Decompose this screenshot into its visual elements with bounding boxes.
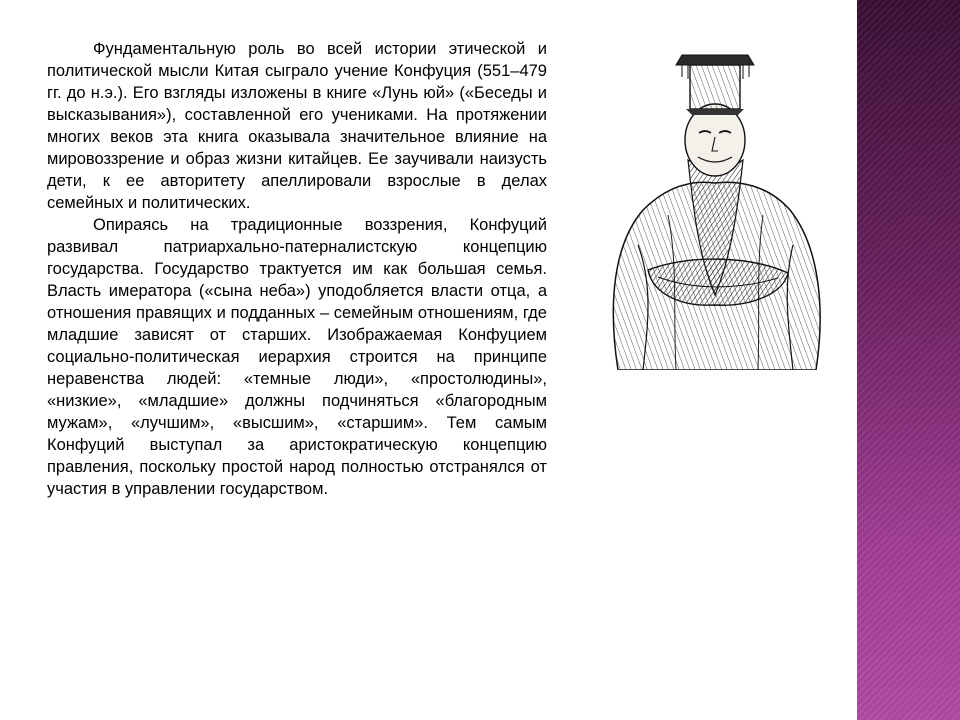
portrait-engraving [598,45,833,370]
paragraph-1: Фундаментальную роль во всей истории этической и политической мысли Китая сыграло учение Конфуция (551–479 гг. до н.э.). Его взгляды изложены в книге «Лунь юй» («Беседы и высказывания»), составленной его учениками. На протяжении многих веков эта книга оказывала значительное влияние на мировоззрение и образ жизни китайцев. Ее заучивали наизусть дети, к ее авторитету апеллировали взрослые в делах семейных и политических. [47,40,547,212]
decorative-side-band [857,0,960,720]
body-text [47,38,547,500]
paragraph-2: Опираясь на традиционные воззрения, Конфуций развивал патриархально-патерналистскую концепцию государства. Государство трактуется им как большая семья. Власть имератора («сына неба») уподобляется власти отца, а отношения правящих и подданных – семейным отношениям, где младшие зависят от старших. Изображаемая Конфуцием социально-политическая иерархия строится на принципе неравенства людей: «темные люди», «простолюдины», «низкие», «младшие» должны подчиняться «благородным мужам», «лучшим», «высшим», «старшим». Тем самым Конфуций выступал за аристократическую концепцию правления, поскольку простой народ полностью отстранялся от участия в управлении государством. [47,216,547,498]
confucius-portrait-image [598,45,833,370]
